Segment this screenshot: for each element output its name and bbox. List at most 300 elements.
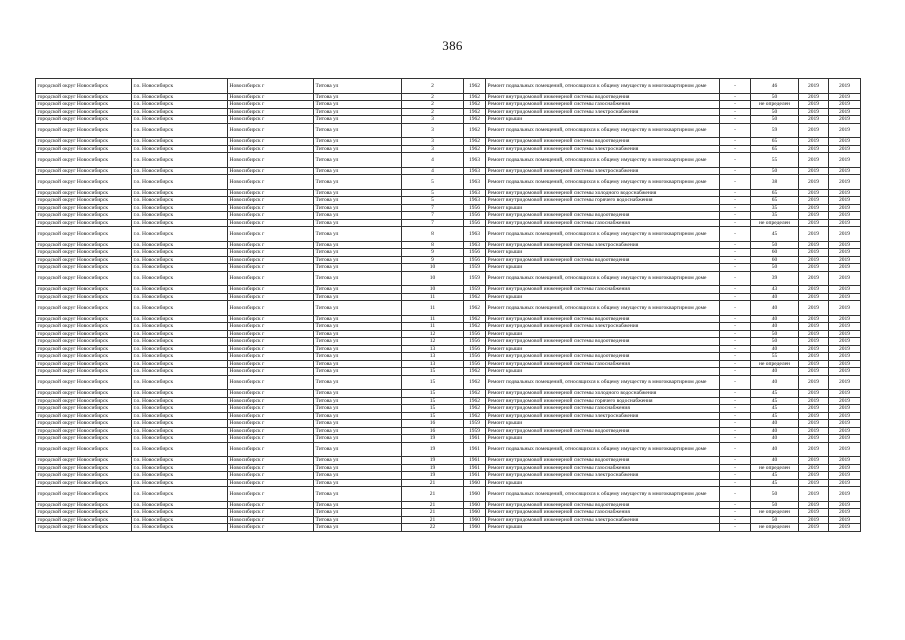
cell-locality: Новосибирск г [228,249,314,257]
cell-municipality: г.о. Новосибирск [132,286,228,294]
cell-year-built: 1959 [464,427,486,435]
cell-start-year: 2019 [799,397,829,405]
cell-year-built: 1959 [464,264,486,272]
cell-municipality: г.о. Новосибирск [132,315,228,323]
cell-municipality: г.о. Новосибирск [132,435,228,443]
cell-city-district: городской округ Новосибирск [36,479,132,487]
cell-municipality: г.о. Новосибирск [132,509,228,517]
cell-city-district: городской округ Новосибирск [36,323,132,331]
cell-start-year: 2019 [799,375,829,390]
cell-end-year: 2019 [829,204,861,212]
cell-municipality: г.о. Новосибирск [132,101,228,109]
cell-year-built: 1961 [464,457,486,465]
cell-end-year: 2019 [829,138,861,146]
cell-municipality: г.о. Новосибирск [132,175,228,190]
cell-dash: - [720,301,751,316]
cell-work-type: Ремонт крыши [486,368,720,376]
cell-work-type: Ремонт внутридомовой инженерной системы газоснабжения [486,360,720,368]
cell-dash: - [720,249,751,257]
cell-amount: 50 [751,264,799,272]
cell-start-year: 2019 [799,360,829,368]
cell-street: Титова ул [314,435,402,443]
cell-building-number: 19 [402,442,464,457]
cell-locality: Новосибирск г [228,323,314,331]
cell-amount: не определен [751,219,799,227]
cell-locality: Новосибирск г [228,264,314,272]
cell-city-district: городской округ Новосибирск [36,353,132,361]
cell-city-district: городской округ Новосибирск [36,442,132,457]
table-row [36,167,861,175]
table-row [36,390,861,398]
table-row [36,108,861,116]
cell-end-year: 2019 [829,353,861,361]
cell-dash: - [720,153,751,168]
cell-year-built: 1960 [464,524,486,532]
table-row [36,353,861,361]
cell-start-year: 2019 [799,435,829,443]
cell-street: Титова ул [314,271,402,286]
cell-street: Титова ул [314,509,402,517]
cell-work-type: Ремонт внутридомовой инженерной системы газоснабжения [486,509,720,517]
cell-municipality: г.о. Новосибирск [132,108,228,116]
cell-amount: 43 [751,286,799,294]
table-row [36,301,861,316]
cell-city-district: городской округ Новосибирск [36,472,132,480]
cell-dash: - [720,219,751,227]
cell-start-year: 2019 [799,338,829,346]
cell-building-number: 7 [402,204,464,212]
cell-street: Титова ул [314,464,402,472]
cell-city-district: городской округ Новосибирск [36,345,132,353]
cell-building-number: 21 [402,509,464,517]
cell-year-built: 1956 [464,212,486,220]
cell-amount: 35 [751,204,799,212]
cell-end-year: 2019 [829,464,861,472]
cell-work-type: Ремонт внутридомовой инженерной системы водоотведения [486,353,720,361]
cell-start-year: 2019 [799,472,829,480]
cell-start-year: 2019 [799,249,829,257]
cell-end-year: 2019 [829,435,861,443]
cell-building-number: 13 [402,353,464,361]
cell-start-year: 2019 [799,464,829,472]
cell-amount: 50 [751,241,799,249]
cell-street: Титова ул [314,487,402,502]
cell-work-type: Ремонт внутридомовой инженерной системы водоотведения [486,338,720,346]
cell-municipality: г.о. Новосибирск [132,153,228,168]
cell-dash: - [720,516,751,524]
cell-start-year: 2019 [799,457,829,465]
cell-amount: 40 [751,293,799,301]
cell-city-district: городской округ Новосибирск [36,153,132,168]
cell-building-number: 10 [402,271,464,286]
cell-building-number: 19 [402,464,464,472]
cell-year-built: 1962 [464,93,486,101]
cell-locality: Новосибирск г [228,405,314,413]
cell-amount: 40 [751,442,799,457]
cell-end-year: 2019 [829,412,861,420]
cell-amount: 46 [751,79,799,94]
cell-locality: Новосибирск г [228,145,314,153]
cell-dash: - [720,397,751,405]
cell-locality: Новосибирск г [228,79,314,94]
cell-start-year: 2019 [799,93,829,101]
table-row [36,271,861,286]
cell-end-year: 2019 [829,153,861,168]
cell-work-type: Ремонт внутридомовой инженерной системы электроснабжения [486,241,720,249]
cell-year-built: 1962 [464,108,486,116]
cell-year-built: 1961 [464,435,486,443]
cell-municipality: г.о. Новосибирск [132,479,228,487]
cell-year-built: 1962 [464,79,486,94]
cell-work-type: Ремонт подвальных помещений, относящихся к общему имуществу в многоквартирном доме [486,123,720,138]
cell-end-year: 2019 [829,345,861,353]
cell-work-type: Ремонт подвальных помещений, относящихся к общему имуществу в многоквартирном доме [486,487,720,502]
cell-city-district: городской округ Новосибирск [36,108,132,116]
cell-locality: Новосибирск г [228,442,314,457]
cell-work-type: Ремонт крыши [486,264,720,272]
cell-work-type: Ремонт внутридомовой инженерной системы водоотведения [486,427,720,435]
cell-building-number: 9 [402,256,464,264]
cell-dash: - [720,315,751,323]
cell-city-district: городской округ Новосибирск [36,249,132,257]
cell-municipality: г.о. Новосибирск [132,197,228,205]
cell-start-year: 2019 [799,175,829,190]
cell-street: Титова ул [314,375,402,390]
cell-start-year: 2019 [799,501,829,509]
cell-city-district: городской округ Новосибирск [36,315,132,323]
cell-dash: - [720,175,751,190]
cell-end-year: 2019 [829,101,861,109]
cell-year-built: 1963 [464,241,486,249]
cell-building-number: 19 [402,457,464,465]
cell-amount: 45 [751,405,799,413]
cell-building-number: 15 [402,390,464,398]
cell-dash: - [720,524,751,532]
cell-building-number: 3 [402,123,464,138]
cell-building-number: 7 [402,219,464,227]
cell-end-year: 2019 [829,315,861,323]
cell-work-type: Ремонт внутридомовой инженерной системы водоотведения [486,93,720,101]
cell-city-district: городской округ Новосибирск [36,427,132,435]
cell-municipality: г.о. Новосибирск [132,116,228,124]
cell-street: Титова ул [314,249,402,257]
cell-end-year: 2019 [829,79,861,94]
cell-street: Титова ул [314,427,402,435]
cell-dash: - [720,345,751,353]
cell-city-district: городской округ Новосибирск [36,286,132,294]
cell-year-built: 1962 [464,368,486,376]
cell-municipality: г.о. Новосибирск [132,345,228,353]
cell-street: Титова ул [314,524,402,532]
cell-dash: - [720,509,751,517]
cell-locality: Новосибирск г [228,345,314,353]
cell-end-year: 2019 [829,293,861,301]
cell-city-district: городской округ Новосибирск [36,524,132,532]
cell-start-year: 2019 [799,79,829,94]
cell-work-type: Ремонт подвальных помещений, относящихся к общему имуществу в многоквартирном доме [486,153,720,168]
table-row [36,457,861,465]
table-row [36,509,861,517]
cell-city-district: городской округ Новосибирск [36,175,132,190]
cell-building-number: 16 [402,427,464,435]
cell-city-district: городской округ Новосибирск [36,464,132,472]
cell-start-year: 2019 [799,509,829,517]
cell-municipality: г.о. Новосибирск [132,293,228,301]
cell-year-built: 1959 [464,286,486,294]
cell-building-number: 4 [402,167,464,175]
cell-dash: - [720,189,751,197]
cell-municipality: г.о. Новосибирск [132,145,228,153]
table-row [36,123,861,138]
cell-amount: 45 [751,390,799,398]
cell-year-built: 1962 [464,301,486,316]
cell-start-year: 2019 [799,301,829,316]
cell-dash: - [720,479,751,487]
cell-municipality: г.о. Новосибирск [132,93,228,101]
cell-city-district: городской округ Новосибирск [36,197,132,205]
cell-end-year: 2019 [829,509,861,517]
cell-work-type: Ремонт крыши [486,330,720,338]
cell-amount: не определен [751,464,799,472]
cell-amount: 60 [751,249,799,257]
cell-work-type: Ремонт подвальных помещений, относящихся к общему имуществу в многоквартирном доме [486,227,720,242]
table-row [36,524,861,532]
cell-locality: Новосибирск г [228,167,314,175]
cell-locality: Новосибирск г [228,93,314,101]
cell-street: Титова ул [314,79,402,94]
cell-city-district: городской округ Новосибирск [36,509,132,517]
cell-municipality: г.о. Новосибирск [132,212,228,220]
cell-year-built: 1956 [464,345,486,353]
cell-building-number: 15 [402,368,464,376]
cell-municipality: г.о. Новосибирск [132,368,228,376]
table-body [36,79,861,532]
cell-year-built: 1962 [464,390,486,398]
cell-end-year: 2019 [829,487,861,502]
cell-work-type: Ремонт внутридомовой инженерной системы водоотведения [486,457,720,465]
cell-end-year: 2019 [829,338,861,346]
cell-work-type: Ремонт крыши [486,420,720,428]
cell-dash: - [720,435,751,443]
cell-street: Титова ул [314,138,402,146]
cell-dash: - [720,375,751,390]
cell-dash: - [720,368,751,376]
cell-end-year: 2019 [829,116,861,124]
cell-year-built: 1959 [464,271,486,286]
cell-end-year: 2019 [829,219,861,227]
cell-municipality: г.о. Новосибирск [132,138,228,146]
table-row [36,249,861,257]
cell-amount: 38 [751,175,799,190]
cell-building-number: 13 [402,360,464,368]
cell-locality: Новосибирск г [228,435,314,443]
cell-start-year: 2019 [799,204,829,212]
cell-end-year: 2019 [829,189,861,197]
cell-start-year: 2019 [799,138,829,146]
cell-locality: Новосибирск г [228,315,314,323]
cell-street: Титова ул [314,189,402,197]
table-row [36,368,861,376]
cell-dash: - [720,323,751,331]
cell-city-district: городской округ Новосибирск [36,93,132,101]
cell-building-number: 15 [402,405,464,413]
cell-dash: - [720,427,751,435]
cell-year-built: 1962 [464,315,486,323]
table-row [36,464,861,472]
cell-street: Титова ул [314,93,402,101]
cell-municipality: г.о. Новосибирск [132,457,228,465]
cell-start-year: 2019 [799,293,829,301]
cell-end-year: 2019 [829,256,861,264]
cell-dash: - [720,138,751,146]
cell-building-number: 12 [402,338,464,346]
repair-schedule-table [35,78,861,532]
cell-year-built: 1956 [464,353,486,361]
cell-year-built: 1962 [464,412,486,420]
cell-year-built: 1960 [464,501,486,509]
cell-street: Титова ул [314,405,402,413]
cell-year-built: 1960 [464,516,486,524]
cell-locality: Новосибирск г [228,464,314,472]
cell-locality: Новосибирск г [228,241,314,249]
cell-dash: - [720,353,751,361]
cell-municipality: г.о. Новосибирск [132,353,228,361]
cell-building-number: 3 [402,116,464,124]
cell-end-year: 2019 [829,360,861,368]
cell-start-year: 2019 [799,256,829,264]
cell-street: Титова ул [314,442,402,457]
cell-city-district: городской округ Новосибирск [36,397,132,405]
cell-city-district: городской округ Новосибирск [36,204,132,212]
table-row [36,330,861,338]
cell-amount: 45 [751,472,799,480]
cell-year-built: 1956 [464,249,486,257]
cell-work-type: Ремонт внутридомовой инженерной системы горячего водоснабжения [486,197,720,205]
cell-start-year: 2019 [799,108,829,116]
cell-street: Титова ул [314,256,402,264]
table-row [36,516,861,524]
cell-city-district: городской округ Новосибирск [36,256,132,264]
cell-locality: Новосибирск г [228,197,314,205]
table-row [36,345,861,353]
cell-start-year: 2019 [799,420,829,428]
cell-year-built: 1962 [464,123,486,138]
cell-year-built: 1962 [464,138,486,146]
cell-building-number: 10 [402,286,464,294]
cell-start-year: 2019 [799,271,829,286]
cell-amount: 55 [751,353,799,361]
cell-building-number: 9 [402,249,464,257]
cell-street: Титова ул [314,330,402,338]
cell-end-year: 2019 [829,479,861,487]
cell-street: Титова ул [314,286,402,294]
cell-street: Титова ул [314,323,402,331]
cell-start-year: 2019 [799,241,829,249]
cell-locality: Новосибирск г [228,427,314,435]
cell-start-year: 2019 [799,405,829,413]
cell-city-district: городской округ Новосибирск [36,116,132,124]
cell-municipality: г.о. Новосибирск [132,241,228,249]
cell-building-number: 15 [402,397,464,405]
table-row [36,472,861,480]
cell-start-year: 2019 [799,345,829,353]
cell-end-year: 2019 [829,397,861,405]
cell-year-built: 1961 [464,442,486,457]
cell-municipality: г.о. Новосибирск [132,323,228,331]
cell-year-built: 1961 [464,472,486,480]
cell-dash: - [720,167,751,175]
cell-municipality: г.о. Новосибирск [132,472,228,480]
cell-municipality: г.о. Новосибирск [132,360,228,368]
cell-year-built: 1961 [464,464,486,472]
cell-street: Титова ул [314,390,402,398]
cell-city-district: городской округ Новосибирск [36,338,132,346]
cell-dash: - [720,390,751,398]
cell-municipality: г.о. Новосибирск [132,227,228,242]
cell-locality: Новосибирск г [228,330,314,338]
cell-locality: Новосибирск г [228,472,314,480]
cell-start-year: 2019 [799,167,829,175]
cell-city-district: городской округ Новосибирск [36,101,132,109]
cell-amount: 65 [751,197,799,205]
cell-start-year: 2019 [799,524,829,532]
cell-municipality: г.о. Новосибирск [132,271,228,286]
cell-end-year: 2019 [829,93,861,101]
cell-work-type: Ремонт внутридомовой инженерной системы водоотведения [486,138,720,146]
cell-building-number: 11 [402,323,464,331]
cell-building-number: 3 [402,145,464,153]
cell-amount: 40 [751,420,799,428]
cell-work-type: Ремонт внутридомовой инженерной системы электроснабжения [486,412,720,420]
cell-city-district: городской округ Новосибирск [36,301,132,316]
cell-building-number: 19 [402,472,464,480]
cell-locality: Новосибирск г [228,420,314,428]
cell-end-year: 2019 [829,368,861,376]
cell-municipality: г.о. Новосибирск [132,501,228,509]
cell-amount: 40 [751,375,799,390]
cell-city-district: городской округ Новосибирск [36,487,132,502]
cell-city-district: городской округ Новосибирск [36,189,132,197]
cell-building-number: 21 [402,479,464,487]
cell-year-built: 1959 [464,420,486,428]
cell-year-built: 1962 [464,116,486,124]
cell-work-type: Ремонт подвальных помещений, относящихся к общему имуществу в многоквартирном доме [486,442,720,457]
cell-city-district: городской округ Новосибирск [36,435,132,443]
cell-municipality: г.о. Новосибирск [132,219,228,227]
cell-end-year: 2019 [829,123,861,138]
cell-dash: - [720,464,751,472]
cell-year-built: 1956 [464,204,486,212]
cell-start-year: 2019 [799,516,829,524]
cell-locality: Новосибирск г [228,509,314,517]
cell-locality: Новосибирск г [228,189,314,197]
cell-work-type: Ремонт внутридомовой инженерной системы газоснабжения [486,219,720,227]
cell-city-district: городской округ Новосибирск [36,360,132,368]
cell-dash: - [720,79,751,94]
cell-dash: - [720,457,751,465]
cell-building-number: 11 [402,301,464,316]
cell-locality: Новосибирск г [228,108,314,116]
cell-building-number: 21 [402,487,464,502]
cell-end-year: 2019 [829,375,861,390]
table-row [36,145,861,153]
cell-locality: Новосибирск г [228,101,314,109]
cell-end-year: 2019 [829,197,861,205]
cell-start-year: 2019 [799,101,829,109]
cell-amount: не определен [751,509,799,517]
table-row [36,435,861,443]
cell-municipality: г.о. Новосибирск [132,524,228,532]
